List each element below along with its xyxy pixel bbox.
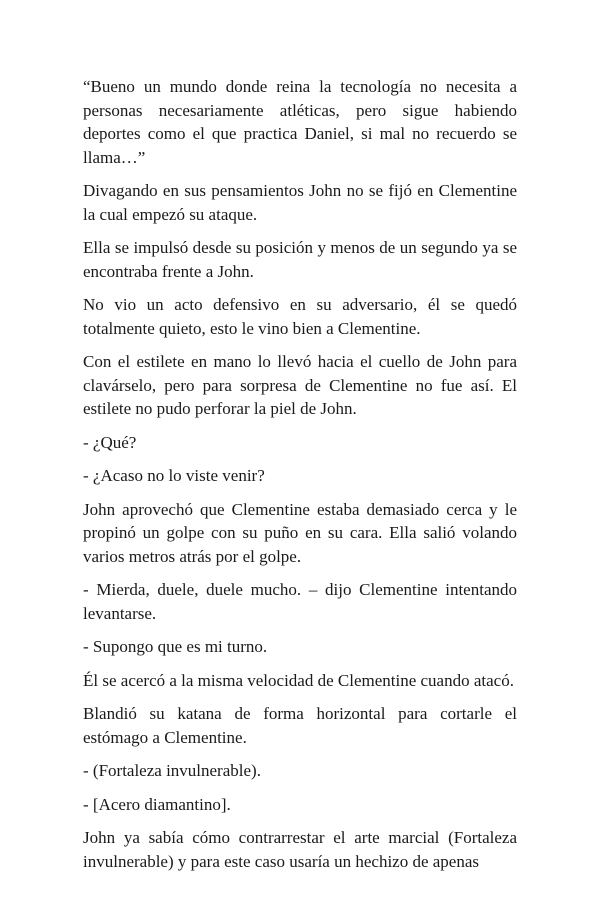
paragraph: - ¿Acaso no lo viste venir? (83, 466, 265, 485)
page-body (83, 75, 517, 883)
paragraph: Con el estilete en mano lo llevó hacia el cuello de John para clavárselo, pero para sorpresa de Clementine no fue así. El estilete no pudo perforar la piel de John. (83, 352, 517, 418)
paragraph: Blandió su katana de forma horizontal para cortarle el estómago a Clementine. (83, 704, 517, 747)
paragraph: Él se acercó a la misma velocidad de Clementine cuando atacó. (83, 670, 514, 690)
paragraph: No vio un acto defensivo en su adversario, él se quedó totalmente quieto, esto le vino bien a Clementine. (83, 295, 517, 338)
paragraph: - Supongo que es mi turno. (83, 637, 268, 656)
paragraph: - ¿Qué? (83, 432, 137, 452)
paragraph: Ella se impulsó desde su posición y menos de un segundo ya se encontraba frente a John. (83, 238, 517, 281)
paragraph: Divagando en sus pensamientos John no se fijó en Clementine la cual empezó su ataque. (83, 181, 517, 224)
paragraph: - Mierda, duele, duele mucho. – dijo Clementine intentando levantarse. (83, 580, 517, 623)
paragraph: John ya sabía cómo contrarrestar el arte marcial (Fortaleza invulnerable) y para este caso usaría un hechizo de apenas (83, 828, 517, 871)
paragraph: “Bueno un mundo donde reina la tecnología no necesita a personas necesariamente atléticas, pero sigue habiendo deportes como el que practica Daniel, si mal no recuerdo se llama…” (83, 77, 517, 167)
paragraph: - [Acero diamantino]. (83, 794, 231, 814)
paragraph: - (Fortaleza invulnerable). (83, 761, 261, 780)
paragraph: John aprovechó que Clementine estaba demasiado cerca y le propinó un golpe con su puño en su cara. Ella salió volando varios metros atrás por el golpe. (83, 499, 517, 566)
